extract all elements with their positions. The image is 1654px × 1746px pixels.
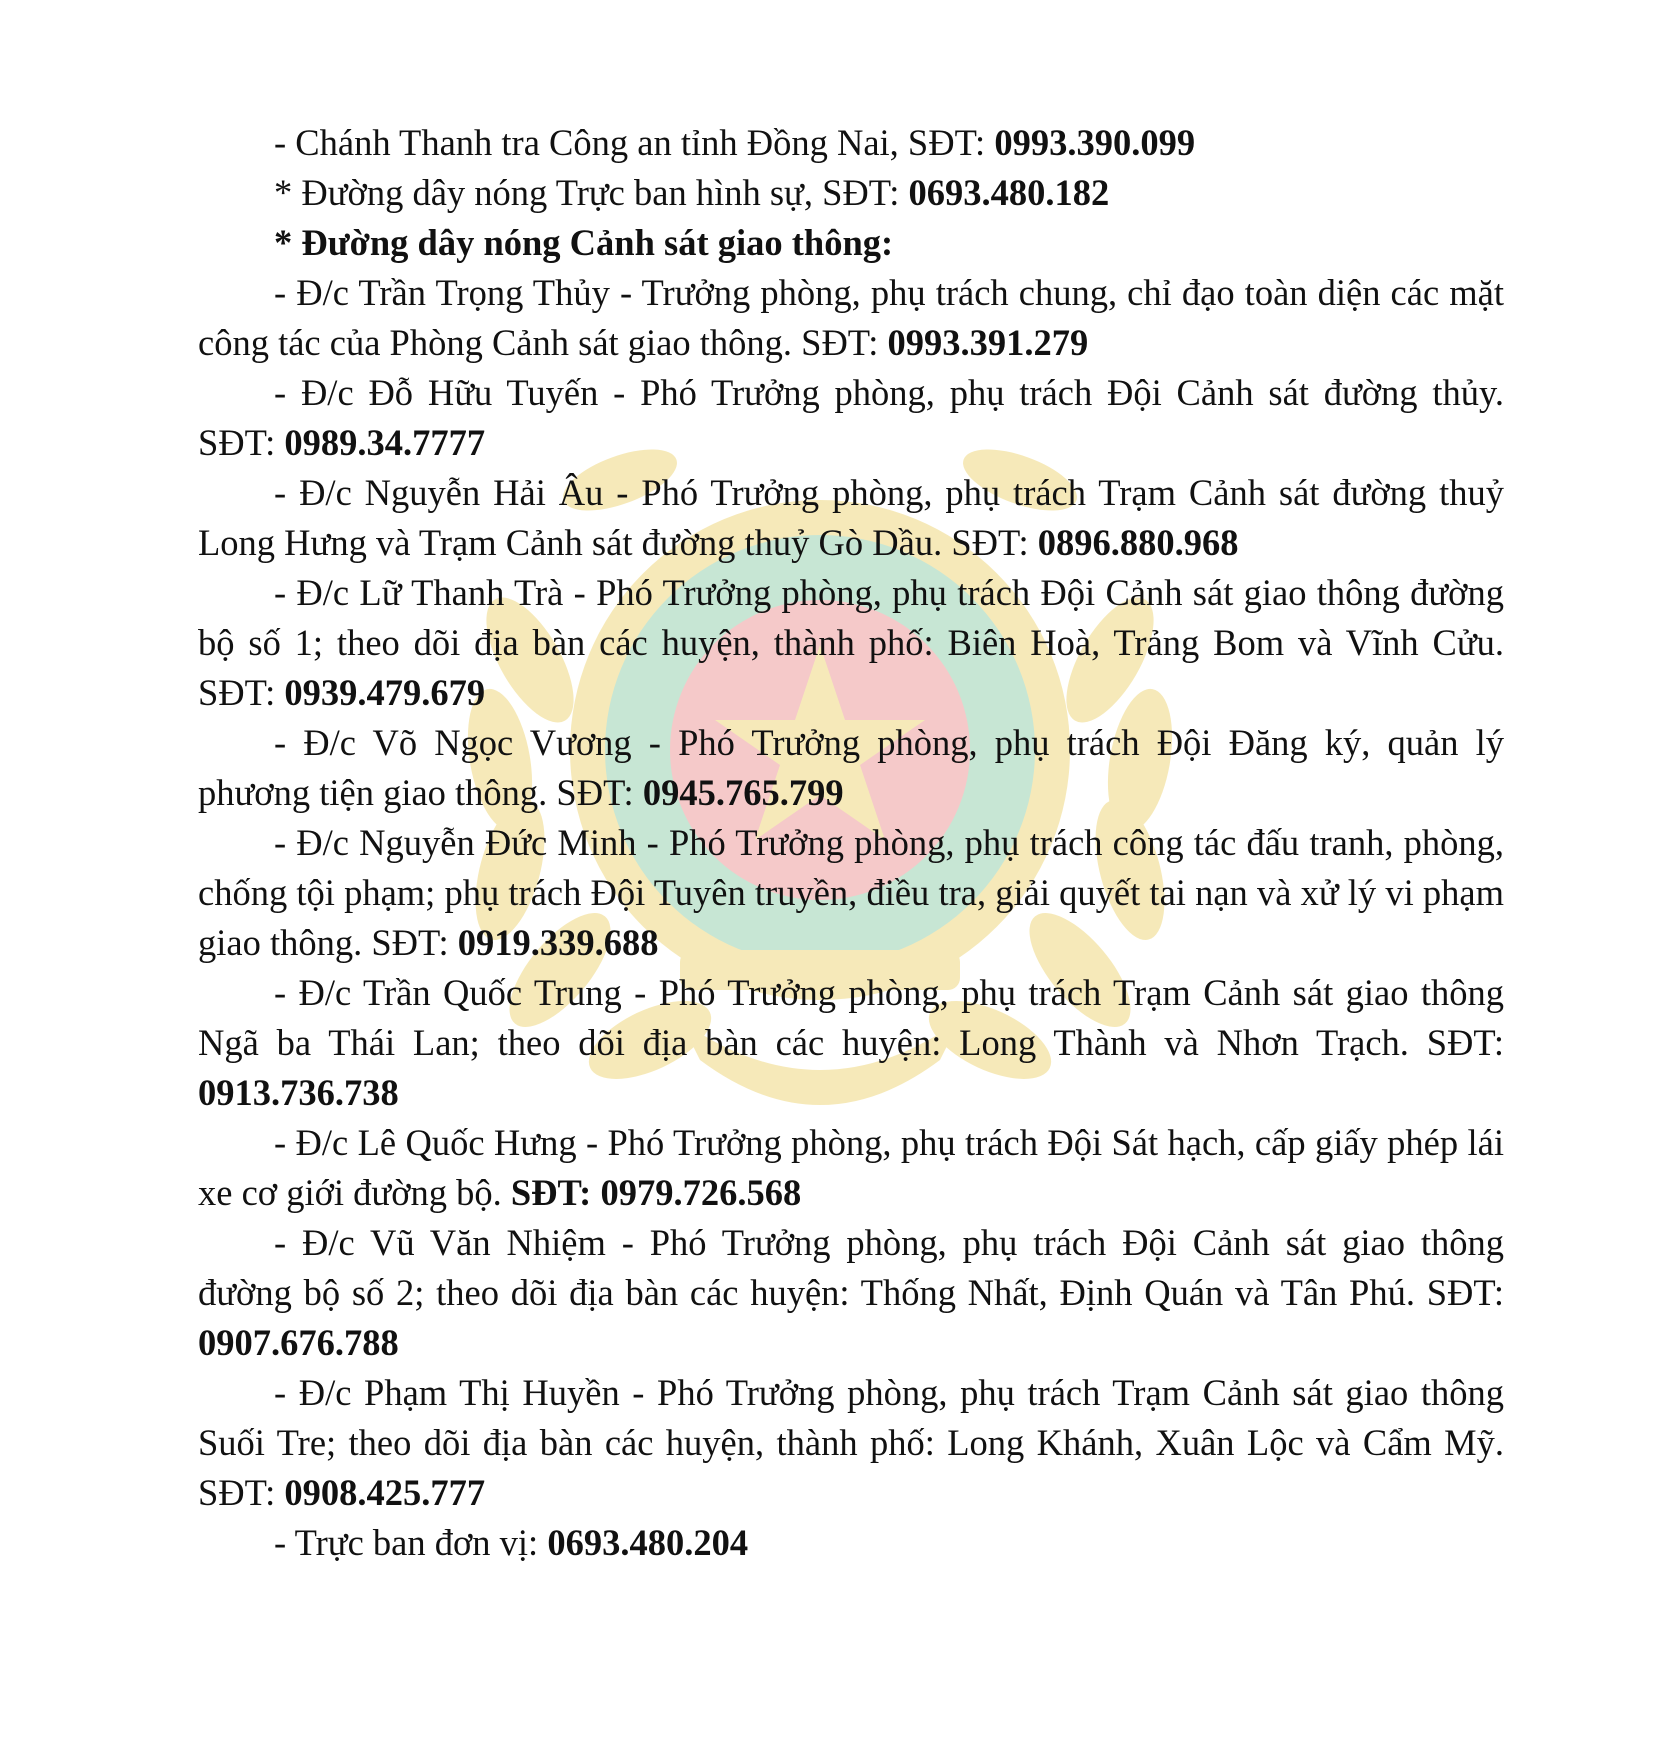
- paragraph-vo-ngoc-vuong: - Đ/c Võ Ngọc Vương - Phó Trưởng phòng, phụ trách Đội Đăng ký, quản lý phương tiện giao thông. SĐT: 0945.765.799: [198, 722, 1504, 813]
- document-body: [198, 118, 1504, 1568]
- paragraph-truc-ban-hinh-su: * Đường dây nóng Trực ban hình sự, SĐT: 0693.480.182: [274, 172, 1110, 213]
- phone-number: 0896.880.968: [1037, 522, 1239, 563]
- paragraph-chanh-thanh-tra: - Chánh Thanh tra Công an tỉnh Đồng Nai, SĐT: 0993.390.099: [274, 122, 1196, 163]
- paragraph-truc-ban-don-vi: - Trực ban đơn vị: 0693.480.204: [274, 1522, 749, 1563]
- paragraph-tran-quoc-trung: - Đ/c Trần Quốc Trung - Phó Trưởng phòng, phụ trách Trạm Cảnh sát giao thông Ngã ba Thái Lan; theo dõi địa bàn các huyện: Long Thành và Nhơn Trạch. SĐT: 0913.736.738: [198, 972, 1504, 1113]
- paragraph-do-huu-tuyen: - Đ/c Đỗ Hữu Tuyến - Phó Trưởng phòng, phụ trách Đội Cảnh sát đường thủy. SĐT: 0989.34.7777: [198, 372, 1504, 463]
- phone-number: 0908.425.777: [284, 1472, 486, 1513]
- paragraph-tran-trong-thuy: - Đ/c Trần Trọng Thủy - Trưởng phòng, phụ trách chung, chỉ đạo toàn diện các mặt công tác của Phòng Cảnh sát giao thông. SĐT: 0993.391.279: [198, 272, 1504, 363]
- paragraph-le-quoc-hung: - Đ/c Lê Quốc Hưng - Phó Trưởng phòng, phụ trách Đội Sát hạch, cấp giấy phép lái xe cơ giới đường bộ. SĐT: 0979.726.568: [198, 1122, 1504, 1213]
- phone-number: 0919.339.688: [457, 922, 659, 963]
- section-heading: * Đường dây nóng Cảnh sát giao thông:: [274, 222, 894, 263]
- phone-number: 0913.736.738: [198, 1072, 399, 1113]
- phone-number: 0989.34.7777: [284, 422, 486, 463]
- phone-number: SĐT: 0979.726.568: [510, 1172, 802, 1213]
- phone-number: 0993.390.099: [994, 122, 1196, 163]
- phone-number: 0907.676.788: [198, 1322, 399, 1363]
- paragraph-lu-thanh-tra: - Đ/c Lữ Thanh Trà - Phó Trưởng phòng, phụ trách Đội Cảnh sát giao thông đường bộ số 1; theo dõi địa bàn các huyện, thành phố: Biên Hoà, Trảng Bom và Vĩnh Cửu. SĐT: 0939.479.679: [198, 572, 1504, 713]
- paragraph-pham-thi-huyen: - Đ/c Phạm Thị Huyền - Phó Trưởng phòng, phụ trách Trạm Cảnh sát giao thông Suối Tre; theo dõi địa bàn các huyện, thành phố: Long Khánh, Xuân Lộc và Cẩm Mỹ. SĐT: 0908.425.777: [198, 1372, 1504, 1513]
- phone-number: 0939.479.679: [284, 672, 486, 713]
- phone-number: 0693.480.182: [908, 172, 1110, 213]
- paragraph-nguyen-hai-au: - Đ/c Nguyễn Hải Âu - Phó Trưởng phòng, phụ trách Trạm Cảnh sát đường thuỷ Long Hưng và Trạm Cảnh sát đường thuỷ Gò Dầu. SĐT: 0896.880.968: [198, 472, 1504, 563]
- paragraph-vu-van-nhiem: - Đ/c Vũ Văn Nhiệm - Phó Trưởng phòng, phụ trách Đội Cảnh sát giao thông đường bộ số 2; theo dõi địa bàn các huyện: Thống Nhất, Định Quán và Tân Phú. SĐT: 0907.676.788: [198, 1222, 1504, 1363]
- paragraph-nguyen-duc-minh: - Đ/c Nguyễn Đức Minh - Phó Trưởng phòng, phụ trách công tác đấu tranh, phòng, chống tội phạm; phụ trách Đội Tuyên truyền, điều tra, giải quyết tai nạn và xử lý vi phạm giao thông. SĐT: 0919.339.688: [198, 822, 1504, 963]
- phone-number: 0693.480.204: [547, 1522, 749, 1563]
- phone-number: 0993.391.279: [887, 322, 1089, 363]
- phone-number: 0945.765.799: [642, 772, 844, 813]
